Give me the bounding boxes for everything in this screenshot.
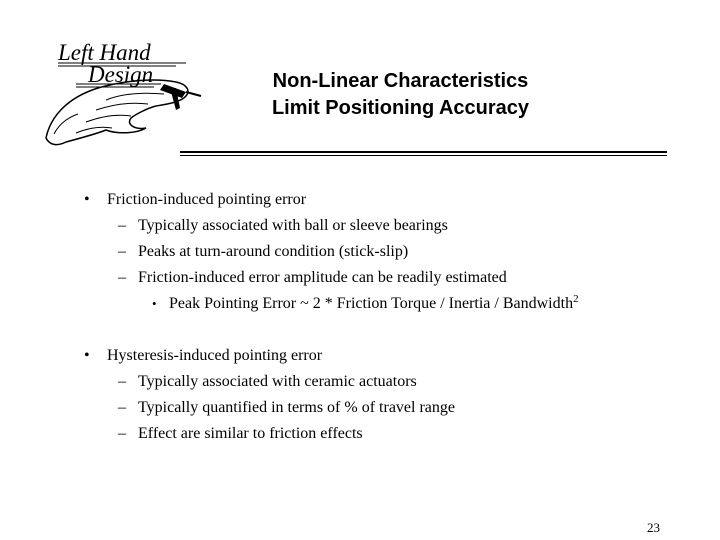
page-number: 23 — [647, 520, 660, 535]
sub-item-text: Typically associated with ceramic actuators — [138, 373, 417, 390]
sub-item-text: Friction-induced error amplitude can be readily estimated — [138, 269, 507, 286]
dash-marker: – — [118, 425, 126, 442]
sub-item-text: Effect are similar to friction effects — [138, 425, 363, 442]
dash-marker: – — [118, 217, 126, 234]
bullet-text: Hysteresis-induced pointing error — [107, 347, 323, 364]
bullet-marker: • — [84, 347, 90, 364]
formula-superscript: 2 — [573, 293, 579, 305]
title-line-1: Non-Linear Characteristics — [272, 70, 529, 92]
dash-marker: – — [118, 399, 126, 416]
bullet-marker: • — [84, 191, 90, 208]
logo-text-line1: Left Hand — [58, 40, 151, 65]
dash-marker: – — [118, 269, 126, 286]
sub-item-text: Typically quantified in terms of % of travel range — [138, 399, 455, 416]
dash-marker: – — [118, 243, 126, 260]
dash-marker: – — [118, 373, 126, 390]
logo-text-line2: Design — [88, 62, 154, 87]
bullet-marker: • — [152, 296, 157, 311]
formula-main: Peak Pointing Error ~ 2 * Friction Torque / Inertia / Bandwidth — [169, 295, 574, 312]
bullet-text: Friction-induced pointing error — [107, 191, 307, 208]
title-line-2: Limit Positioning Accuracy — [271, 97, 530, 119]
formula-text — [169, 294, 579, 314]
sub-item-text: Typically associated with ball or sleeve bearings — [138, 217, 448, 234]
sub-item-text: Peaks at turn-around condition (stick-slip) — [138, 243, 409, 260]
